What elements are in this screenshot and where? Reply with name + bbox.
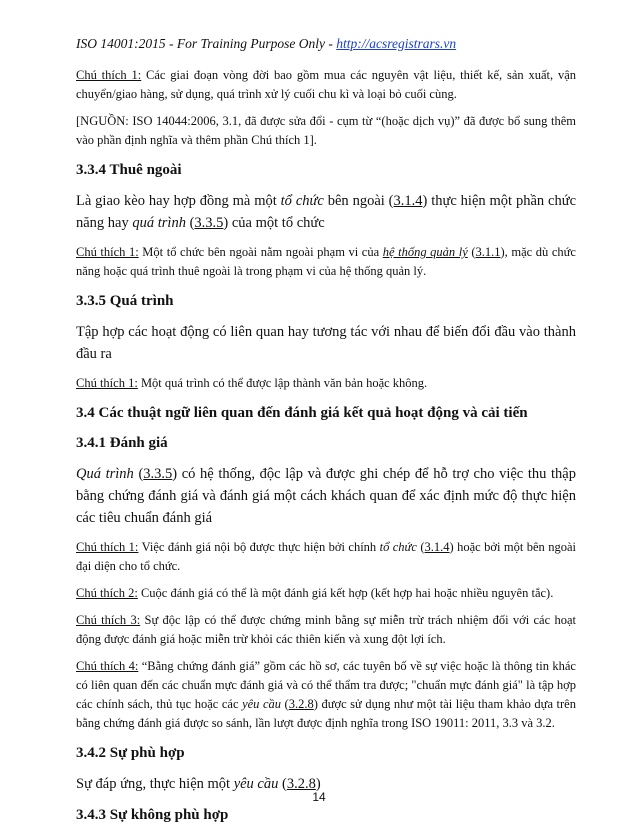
note-audit-1: Chú thích 1: Việc đánh giá nội bộ được thực hiện bởi chính tổ chức (3.1.4) hoặc bởi một bên ngoài đại diện cho tổ chức. (76, 540, 576, 573)
heading-3-4-3: 3.4.3 Sự không phù hợp (76, 807, 229, 823)
definition-audit: Quá trình (3.3.5) có hệ thống, độc lập và được ghi chép để hỗ trợ cho việc thu thập bằng chứng đánh giá và đánh giá một cách khách quan để xác định mức độ thực hiện các tiêu chuẩn đánh giá (76, 466, 576, 526)
ref-link[interactable]: 3.3.5 (194, 215, 224, 231)
ref-link[interactable]: 3.1.1 (475, 245, 501, 259)
note-audit-2: Chú thích 2: Cuộc đánh giá có thể là một đánh giá kết hợp (kết hợp hai hoặc nhiều nguyên tắc). (76, 586, 554, 600)
document-body (76, 66, 576, 835)
page-header (76, 36, 456, 52)
definition-conformity: Sự đáp ứng, thực hiện một yêu cầu (3.2.8) (76, 776, 321, 792)
ref-link[interactable]: 3.1.4 (393, 193, 423, 209)
heading-3-3-5: 3.3.5 Quá trình (76, 293, 174, 309)
ref-link[interactable]: 3.2.8 (286, 776, 316, 792)
header-link[interactable]: http://acsregistrars.vn (336, 36, 457, 51)
page-number: 14 (312, 790, 326, 804)
note-life-cycle: Chú thích 1: Các giai đoạn vòng đời bao gồm mua các nguyên vật liệu, thiết kế, sản xuất, vận chuyển/giao hàng, sử dụng, quá trình xử lý cuối chu kì và loại bỏ cuối cùng. (76, 68, 576, 101)
note-process: Chú thích 1: Một quá trình có thể được lập thành văn bản hoặc không. (76, 376, 428, 390)
heading-3-3-4: 3.3.4 Thuê ngoài (76, 162, 182, 178)
heading-3-4-2: 3.4.2 Sự phù hợp (76, 745, 185, 761)
heading-3-4-1: 3.4.1 Đánh giá (76, 435, 168, 451)
source-note: [NGUỒN: ISO 14044:2006, 3.1, đã được sửa đổi - cụm từ “(hoặc dịch vụ)” đã được bổ sung thêm vào phần định nghĩa và thêm phần Chú thích 1]. (76, 114, 576, 147)
note-audit-4: Chú thích 4: “Bằng chứng đánh giá” gồm các hồ sơ, các tuyên bố về sự việc hoặc là thông tin khác có liên quan đến các chuẩn mực đánh giá và có thể thẩm tra được; "chuẩn mực đánh giá" là tập hợp các chính sách, thủ tục hoặc các yêu cầu (3.2.8) được sử dụng như một tài liệu tham khảo dựa trên bằng chứng đánh giá được so sánh, lần lượt được định nghĩa trong ISO 19011: 2011, 3.3 và 3.2. (76, 659, 576, 730)
definition-process: Tập hợp các hoạt động có liên quan hay tương tác với nhau để biến đổi đầu vào thành đầu ra (76, 324, 576, 362)
ref-link[interactable]: 3.3.5 (143, 466, 173, 482)
ref-link[interactable]: 3.2.8 (288, 697, 314, 711)
note-audit-3: Chú thích 3: Sự độc lập có thể được chứng minh bằng sự miễn trừ trách nhiệm đối với các hoạt động được đánh giá hoặc miễn trừ khỏi các thiên kiến và xung đột lợi ích. (76, 613, 576, 646)
note-outsource: Chú thích 1: Một tổ chức bên ngoài nằm ngoài phạm vi của hệ thống quản lý (3.1.1), mặc dù chức năng hoặc quá trình thuê ngoài là trong phạm vi của hệ thống quản lý. (76, 245, 576, 278)
heading-3-4: 3.4 Các thuật ngữ liên quan đến đánh giá kết quả hoạt động và cải tiến (76, 405, 528, 421)
header-text: ISO 14001:2015 - For Training Purpose Only - (76, 36, 337, 51)
definition-outsource: Là giao kèo hay hợp đồng mà một tổ chức bên ngoài (3.1.4) thực hiện một phần chức năng hay quá trình (3.3.5) của một tổ chức (76, 193, 577, 231)
ref-link[interactable]: 3.1.4 (424, 540, 450, 554)
